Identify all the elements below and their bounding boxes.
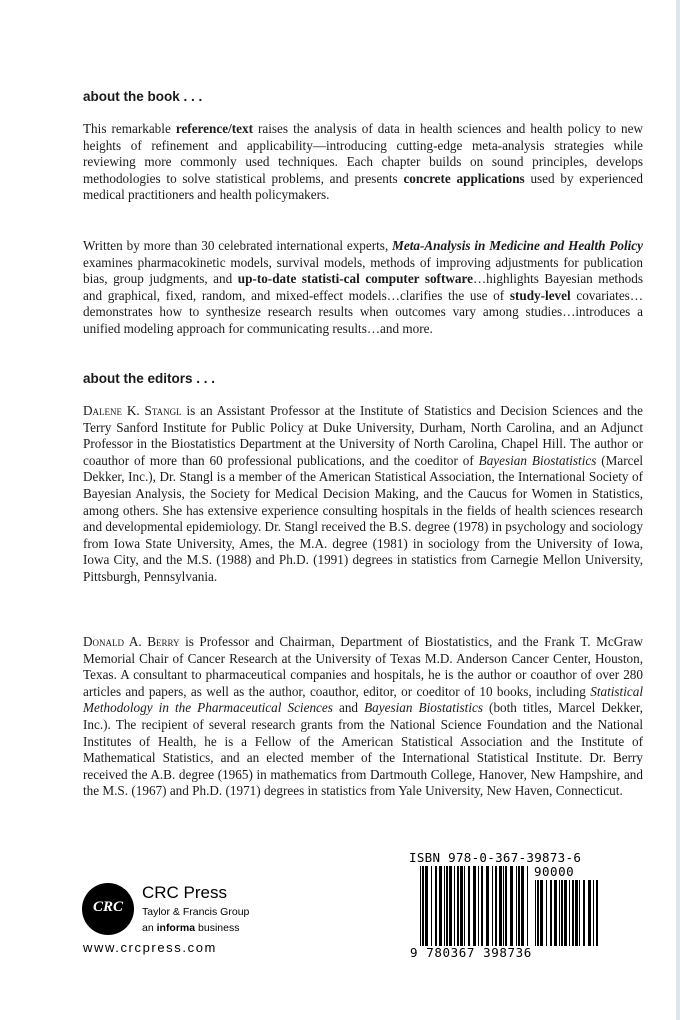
editor-bio-stangl: Dalene K. Stangl is an Assistant Professor at the Institute of Statistics and Decision Sciences and the Terry Sanford Institute for Public Policy at Duke University, Durham, North Carolina, and an Adjunct Professor in the Biostatistics Department at the University of North Carolina, Chapel Hill. The author or coauthor of more than 60 professional publications, and the coeditor of Bayesian Biostatistics (Marcel Dekker, Inc.), Dr. Stangl is a member of the American Statistical Association, the International Society of Bayesian Analysis, the Society for Medical Decision Making, and the Caucus for Women in Statistics, among others. She has extensive experience consulting hospitals in the fields of health sciences research and developmental epidemiology. Dr. Stangl received the B.S. degree (1978) in psychology and sociology from Iowa State University, Ames, the M.A. degree (1981) in sociology from the University of Iowa, Iowa City, and the M.S. (1988) and Ph.D. (1991) degrees in statistics from Carnegie Mellon University, Pittsburgh, Pennsylvania.	[83, 403, 644, 584]
ean-digits: 9 780367 398736	[410, 945, 532, 960]
isbn-text: ISBN 978-0-367-39873-6	[409, 850, 582, 865]
price-addon-digits: 90000	[534, 864, 575, 879]
editor-name: Donald A. Berry	[83, 634, 180, 649]
about-book-heading: about the book . . .	[83, 89, 203, 104]
about-book-paragraph-2: Written by more than 30 celebrated international experts, Meta-Analysis in Medicine and Health Policy examines pharmacokinetic models, survival models, methods of improving adjustments for publication bias, group judgments, and up-to-date statisti-cal computer software…highlights Bayesian methods and graphical, fixed, random, and mixed-effect models…clarifies the use of study-level covariates…demonstrates how to synthesize research results when outcomes vary among studies…introduces a unified modeling approach for communicating results…and more.	[83, 238, 644, 336]
editor-bio-berry: Donald A. Berry is Professor and Chairman, Department of Biostatistics, and the Frank T. McGraw Memorial Chair of Cancer Research at the University of Texas M.D. Anderson Cancer Center, Houston, Texas. A consultant to pharmaceutical companies and hospitals, he is the author or coauthor of over 280 articles and papers, as well as the author, coauthor, editor, or coeditor of 10 books, including Statistical Methodology in the Pharmaceutical Sciences and Bayesian Biostatistics (both titles, Marcel Dekker, Inc.). The recipient of several research grants from the National Science Foundation and the National Institutes of Health, he is a Fellow of the American Statistical Association and the Institute of Mathematical Statistics, and an elected member of the International Statistical Institute. Dr. Berry received the A.B. degree (1965) in mathematics from Dartmouth College, Hanover, New Hampshire, and the M.S. (1967) and Ph.D. (1971) degrees in statistics from Yale University, New Haven, Connecticut.	[83, 634, 643, 799]
publisher-name: CRC Press	[142, 883, 228, 902]
ean-barcode	[420, 866, 532, 946]
logo-mark: CRC	[92, 899, 123, 915]
addon-barcode	[535, 880, 599, 946]
page-edge	[676, 0, 680, 1020]
editor-name: Dalene K. Stangl	[83, 403, 182, 418]
about-book-paragraph-1: This remarkable reference/text raises the analysis of data in health sciences and health policy to new heights of refinement and applicability—introducing cutting-edge meta-analysis strategies while reviewing more commonly used techniques. Each chapter builds on sound principles, develops methodologies to solve statistical problems, and presents concrete applications used by experienced medical practitioners and health policymakers.	[83, 121, 643, 203]
publisher-tagline: an informa business	[142, 922, 240, 934]
about-editors-heading: about the editors . . .	[83, 371, 216, 386]
publisher-group: Taylor & Francis Group	[142, 906, 250, 918]
publisher-website[interactable]: www.crcpress.com	[83, 940, 217, 955]
